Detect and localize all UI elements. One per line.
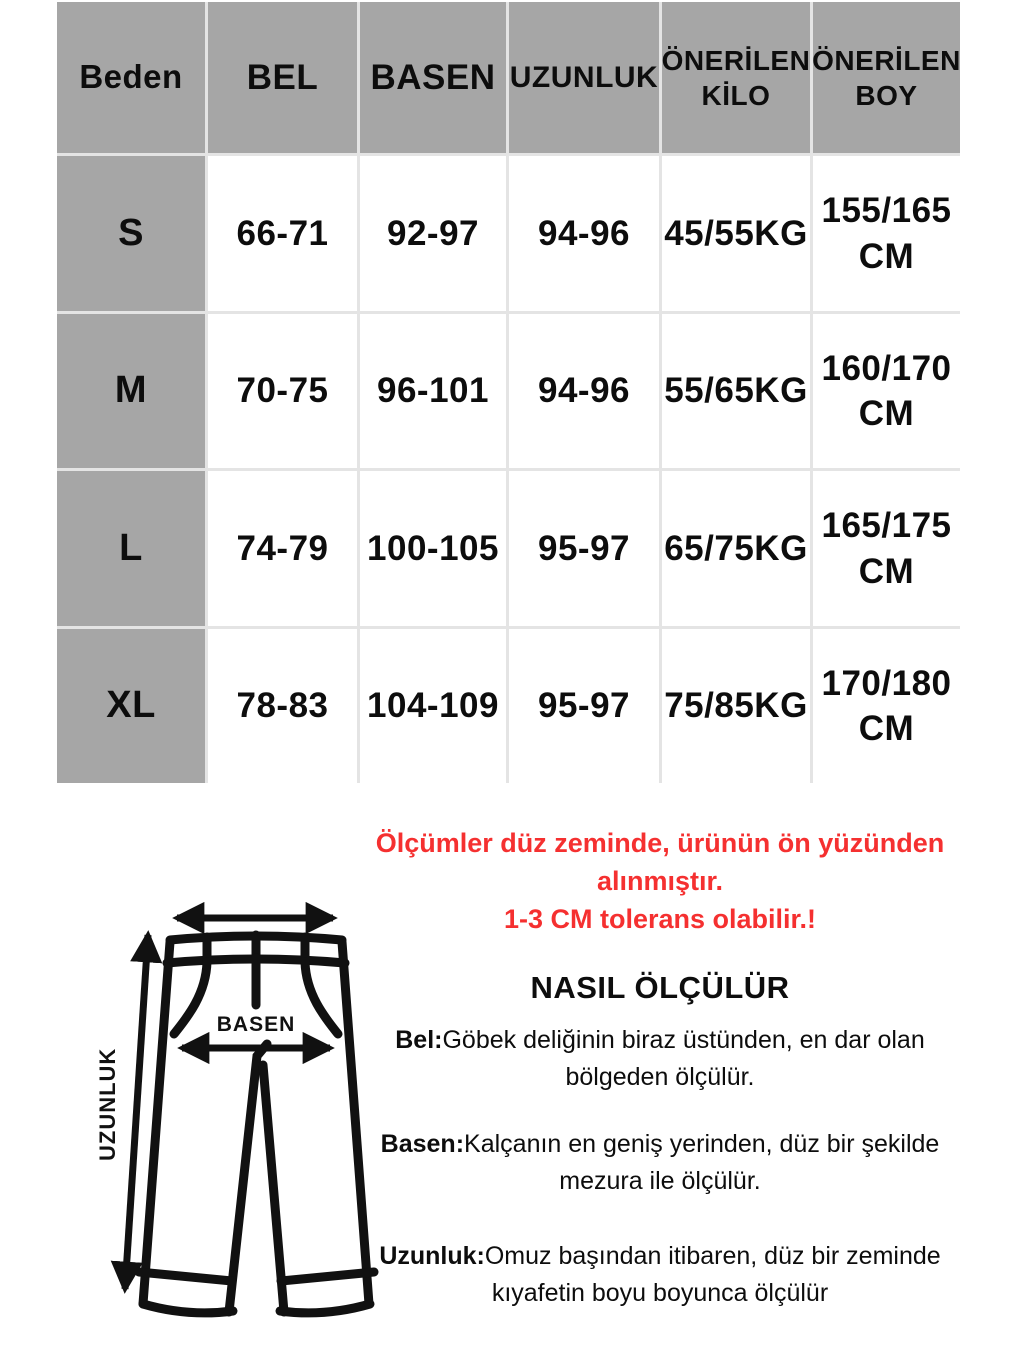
table-cell: 78-83 [208,629,357,783]
measurement-warning [370,824,950,938]
header-cell-beden: Beden [57,2,205,153]
how-to-item-basen [362,1126,958,1200]
header-cell-kilo: ÖNERİLEN KİLO [662,2,810,153]
cuff-bottom-right [280,1304,370,1313]
how-to-label: Basen: [380,1130,465,1158]
how-to-item-bel [362,1022,958,1096]
table-cell: 92-97 [360,156,506,311]
header-cell-basen: BASEN [360,2,506,153]
how-to-text: Omuz başından itibaren, düz bir zeminde kıyafetin boyu boyunca ölçülür [484,1242,941,1307]
table-cell: 70-75 [208,314,357,468]
outer-seam-right [342,942,369,1304]
warning-line: Ölçümler düz zeminde, ürünün ön yüzünden [375,828,945,858]
cuff-top-left [139,1272,232,1281]
how-to-measure-title: NASIL ÖLÇÜLÜR [530,970,790,1005]
cuff-top-right [281,1272,374,1281]
table-cell: 55/65KG [662,314,810,468]
table-cell: 100-105 [360,471,506,626]
size-table [57,2,960,783]
table-cell: 95-97 [509,471,659,626]
uzunluk-arrow-label: UZUNLUK [95,1047,120,1161]
pocket-right-path [305,962,338,1034]
table-cell: 45/55KG [662,156,810,311]
cuff-bottom-left [143,1304,233,1313]
row-label-s: S [57,156,205,311]
pants-outline [139,935,374,1313]
row-label-l: L [57,471,205,626]
pants-diagram-svg [85,893,405,1340]
how-to-text: Kalçanın en geniş yerinden, düz bir şekilde mezura ile ölçülür. [464,1130,940,1195]
table-cell: 155/165 CM [813,156,960,311]
how-to-item-uzunluk [362,1238,958,1312]
warning-line: 1-3 CM tolerans olabilir.! [503,904,817,934]
basen-arrow-label: BASEN [216,1013,296,1036]
warning-line: alınmıştır. [596,866,724,896]
row-label-xl: XL [57,629,205,783]
table-cell: 66-71 [208,156,357,311]
how-to-label: Bel: [395,1026,443,1054]
table-cell: 96-101 [360,314,506,468]
table-cell: 165/175 CM [813,471,960,626]
inner-seam-right [263,1065,284,1312]
header-cell-uzunluk: UZUNLUK [509,2,659,153]
table-cell: 94-96 [509,314,659,468]
pants-measurement-diagram [85,893,405,1340]
table-cell: 95-97 [509,629,659,783]
row-label-m: M [57,314,205,468]
table-cell: 94-96 [509,156,659,311]
table-cell: 170/180 CM [813,629,960,783]
table-cell: 74-79 [208,471,357,626]
header-cell-bel: BEL [208,2,357,153]
how-to-text: Göbek deliğinin biraz üstünden, en dar olan bölgeden ölçülür. [442,1026,925,1091]
how-to-label: Uzunluk: [379,1242,485,1270]
table-cell: 104-109 [360,629,506,783]
table-cell: 65/75KG [662,471,810,626]
table-cell: 160/170 CM [813,314,960,468]
pocket-left-path [174,962,207,1034]
table-cell: 75/85KG [662,629,810,783]
header-cell-boy: ÖNERİLEN BOY [813,2,960,153]
